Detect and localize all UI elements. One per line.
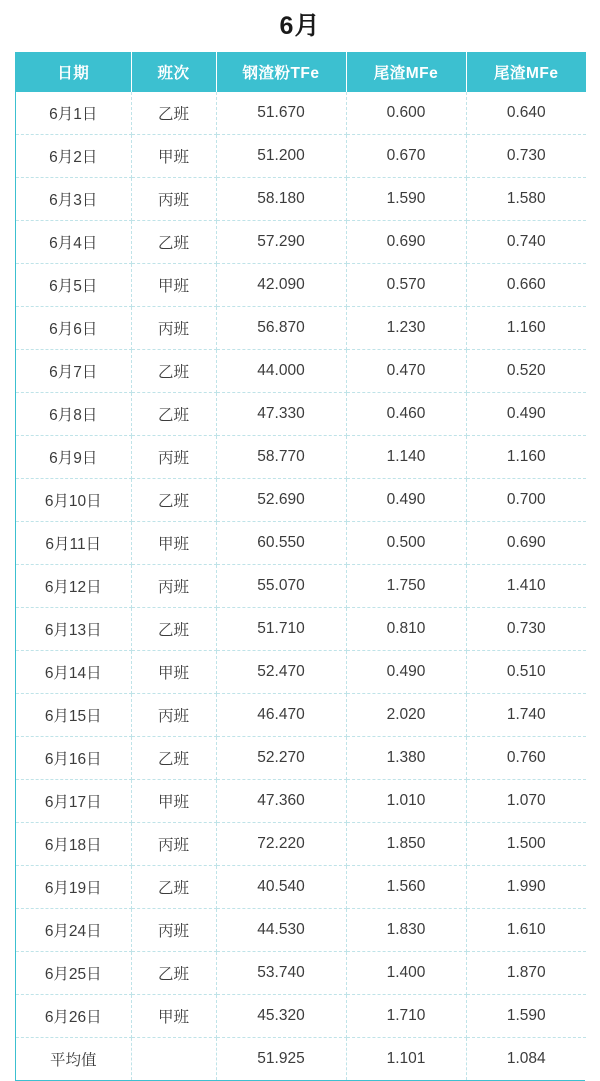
column-header-tailings-mfe-1: 尾渣MFe — [346, 52, 466, 92]
cell-tailings-mfe-1: 0.470 — [346, 350, 466, 393]
cell-shift: 丙班 — [131, 178, 216, 221]
cell-tailings-mfe-1: 1.750 — [346, 565, 466, 608]
cell-date: 6月13日 — [16, 608, 131, 651]
cell-steel-slag-powder-tfe: 60.550 — [216, 522, 346, 565]
cell-shift: 乙班 — [131, 608, 216, 651]
cell-date: 6月11日 — [16, 522, 131, 565]
cell-steel-slag-powder-tfe: 52.270 — [216, 737, 346, 780]
cell-tailings-mfe-2: 1.500 — [466, 823, 586, 866]
cell-tailings-mfe-1: 1.101 — [346, 1038, 466, 1081]
cell-date: 6月19日 — [16, 866, 131, 909]
cell-date: 6月16日 — [16, 737, 131, 780]
cell-shift: 丙班 — [131, 909, 216, 952]
cell-date: 6月9日 — [16, 436, 131, 479]
cell-date: 6月17日 — [16, 780, 131, 823]
cell-tailings-mfe-1: 0.670 — [346, 135, 466, 178]
table-row — [16, 522, 586, 565]
cell-tailings-mfe-2: 0.730 — [466, 608, 586, 651]
cell-tailings-mfe-2: 1.160 — [466, 307, 586, 350]
measurements-table — [16, 52, 586, 1080]
cell-steel-slag-powder-tfe: 51.925 — [216, 1038, 346, 1081]
cell-tailings-mfe-2: 1.740 — [466, 694, 586, 737]
cell-tailings-mfe-2: 0.660 — [466, 264, 586, 307]
cell-tailings-mfe-2: 1.870 — [466, 952, 586, 995]
cell-shift: 乙班 — [131, 350, 216, 393]
cell-steel-slag-powder-tfe: 51.670 — [216, 92, 346, 135]
cell-shift: 甲班 — [131, 651, 216, 694]
cell-shift: 乙班 — [131, 479, 216, 522]
cell-shift: 乙班 — [131, 393, 216, 436]
cell-tailings-mfe-2: 1.590 — [466, 995, 586, 1038]
table-row — [16, 178, 586, 221]
table-row — [16, 479, 586, 522]
cell-date: 6月8日 — [16, 393, 131, 436]
table-header-row — [16, 52, 586, 92]
cell-shift: 甲班 — [131, 264, 216, 307]
column-header-shift: 班次 — [131, 52, 216, 92]
cell-tailings-mfe-1: 1.560 — [346, 866, 466, 909]
cell-tailings-mfe-2: 1.580 — [466, 178, 586, 221]
table-row — [16, 608, 586, 651]
cell-tailings-mfe-1: 0.460 — [346, 393, 466, 436]
cell-tailings-mfe-2: 1.070 — [466, 780, 586, 823]
cell-date: 6月4日 — [16, 221, 131, 264]
table-body — [16, 92, 586, 1080]
cell-tailings-mfe-2: 0.730 — [466, 135, 586, 178]
page-title: 6月 — [279, 12, 321, 40]
cell-date: 6月25日 — [16, 952, 131, 995]
cell-date: 6月14日 — [16, 651, 131, 694]
table-row — [16, 1038, 586, 1081]
cell-tailings-mfe-1: 1.010 — [346, 780, 466, 823]
cell-tailings-mfe-1: 0.810 — [346, 608, 466, 651]
cell-tailings-mfe-2: 1.160 — [466, 436, 586, 479]
cell-tailings-mfe-2: 0.640 — [466, 92, 586, 135]
cell-date: 6月15日 — [16, 694, 131, 737]
cell-shift — [131, 1038, 216, 1081]
cell-shift: 甲班 — [131, 135, 216, 178]
cell-date: 6月5日 — [16, 264, 131, 307]
cell-steel-slag-powder-tfe: 42.090 — [216, 264, 346, 307]
cell-date: 6月3日 — [16, 178, 131, 221]
cell-shift: 丙班 — [131, 565, 216, 608]
cell-tailings-mfe-2: 0.510 — [466, 651, 586, 694]
cell-tailings-mfe-1: 1.400 — [346, 952, 466, 995]
cell-tailings-mfe-1: 0.690 — [346, 221, 466, 264]
cell-tailings-mfe-2: 1.410 — [466, 565, 586, 608]
cell-steel-slag-powder-tfe: 46.470 — [216, 694, 346, 737]
cell-tailings-mfe-1: 1.140 — [346, 436, 466, 479]
table-row — [16, 350, 586, 393]
cell-shift: 乙班 — [131, 866, 216, 909]
cell-date: 6月24日 — [16, 909, 131, 952]
cell-steel-slag-powder-tfe: 51.200 — [216, 135, 346, 178]
cell-tailings-mfe-1: 0.490 — [346, 479, 466, 522]
cell-shift: 丙班 — [131, 823, 216, 866]
table-row — [16, 780, 586, 823]
cell-date: 6月26日 — [16, 995, 131, 1038]
cell-tailings-mfe-1: 2.020 — [346, 694, 466, 737]
cell-steel-slag-powder-tfe: 57.290 — [216, 221, 346, 264]
cell-tailings-mfe-1: 1.230 — [346, 307, 466, 350]
table-outer-border — [15, 52, 585, 1081]
table-row — [16, 135, 586, 178]
table-row — [16, 436, 586, 479]
table-row — [16, 909, 586, 952]
cell-shift: 乙班 — [131, 92, 216, 135]
table-row — [16, 866, 586, 909]
cell-tailings-mfe-2: 1.084 — [466, 1038, 586, 1081]
cell-tailings-mfe-2: 1.610 — [466, 909, 586, 952]
cell-tailings-mfe-2: 0.490 — [466, 393, 586, 436]
cell-shift: 甲班 — [131, 522, 216, 565]
cell-tailings-mfe-1: 1.590 — [346, 178, 466, 221]
cell-tailings-mfe-1: 0.490 — [346, 651, 466, 694]
cell-steel-slag-powder-tfe: 58.180 — [216, 178, 346, 221]
cell-tailings-mfe-1: 1.380 — [346, 737, 466, 780]
table-row — [16, 393, 586, 436]
column-header-steel-slag-powder-tfe: 钢渣粉TFe — [216, 52, 346, 92]
cell-date: 6月1日 — [16, 92, 131, 135]
table-row — [16, 92, 586, 135]
table-row — [16, 651, 586, 694]
cell-tailings-mfe-1: 0.500 — [346, 522, 466, 565]
cell-tailings-mfe-1: 1.710 — [346, 995, 466, 1038]
table-row — [16, 952, 586, 995]
cell-date: 6月2日 — [16, 135, 131, 178]
cell-shift: 丙班 — [131, 436, 216, 479]
cell-steel-slag-powder-tfe: 52.470 — [216, 651, 346, 694]
column-header-tailings-mfe-2: 尾渣MFe — [466, 52, 586, 92]
cell-steel-slag-powder-tfe: 45.320 — [216, 995, 346, 1038]
table-row — [16, 264, 586, 307]
cell-shift: 乙班 — [131, 221, 216, 264]
cell-steel-slag-powder-tfe: 47.360 — [216, 780, 346, 823]
table-header — [16, 52, 586, 92]
cell-steel-slag-powder-tfe: 44.530 — [216, 909, 346, 952]
table-row — [16, 823, 586, 866]
table-row — [16, 221, 586, 264]
cell-steel-slag-powder-tfe: 52.690 — [216, 479, 346, 522]
cell-tailings-mfe-2: 0.690 — [466, 522, 586, 565]
cell-tailings-mfe-1: 1.850 — [346, 823, 466, 866]
table-row — [16, 565, 586, 608]
cell-date: 6月10日 — [16, 479, 131, 522]
cell-date: 6月7日 — [16, 350, 131, 393]
cell-tailings-mfe-2: 0.520 — [466, 350, 586, 393]
cell-tailings-mfe-2: 1.990 — [466, 866, 586, 909]
table-wrapper — [0, 52, 600, 1081]
cell-shift: 甲班 — [131, 780, 216, 823]
cell-date: 6月6日 — [16, 307, 131, 350]
cell-date: 平均值 — [16, 1038, 131, 1081]
cell-steel-slag-powder-tfe: 53.740 — [216, 952, 346, 995]
cell-steel-slag-powder-tfe: 44.000 — [216, 350, 346, 393]
cell-tailings-mfe-1: 1.830 — [346, 909, 466, 952]
cell-shift: 乙班 — [131, 952, 216, 995]
cell-shift: 丙班 — [131, 307, 216, 350]
cell-date: 6月12日 — [16, 565, 131, 608]
cell-steel-slag-powder-tfe: 51.710 — [216, 608, 346, 651]
cell-steel-slag-powder-tfe: 56.870 — [216, 307, 346, 350]
cell-steel-slag-powder-tfe: 58.770 — [216, 436, 346, 479]
cell-tailings-mfe-1: 0.570 — [346, 264, 466, 307]
cell-tailings-mfe-2: 0.700 — [466, 479, 586, 522]
cell-steel-slag-powder-tfe: 72.220 — [216, 823, 346, 866]
cell-steel-slag-powder-tfe: 40.540 — [216, 866, 346, 909]
cell-shift: 乙班 — [131, 737, 216, 780]
cell-steel-slag-powder-tfe: 55.070 — [216, 565, 346, 608]
column-header-date: 日期 — [16, 52, 131, 92]
cell-shift: 丙班 — [131, 694, 216, 737]
table-row — [16, 694, 586, 737]
cell-tailings-mfe-2: 0.740 — [466, 221, 586, 264]
cell-steel-slag-powder-tfe: 47.330 — [216, 393, 346, 436]
table-row — [16, 307, 586, 350]
cell-shift: 甲班 — [131, 995, 216, 1038]
table-row — [16, 995, 586, 1038]
cell-date: 6月18日 — [16, 823, 131, 866]
cell-tailings-mfe-1: 0.600 — [346, 92, 466, 135]
table-row — [16, 737, 586, 780]
cell-tailings-mfe-2: 0.760 — [466, 737, 586, 780]
